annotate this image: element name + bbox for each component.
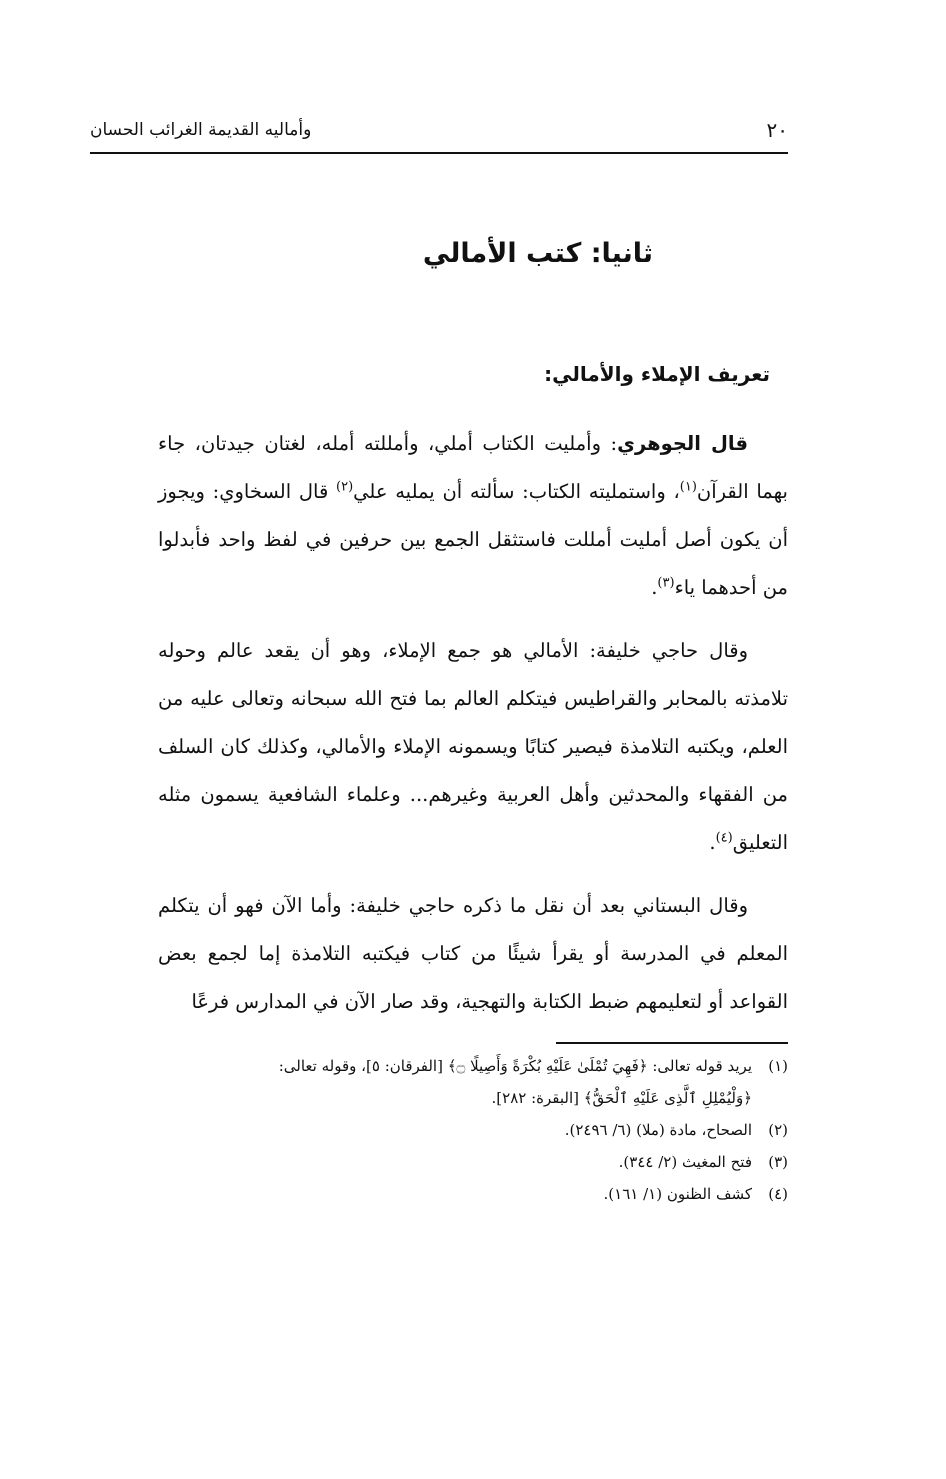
body-text bbox=[158, 420, 788, 1041]
footnote-text: كشف الظنون (١/ ١٦١). bbox=[603, 1185, 752, 1203]
footnote-ref[interactable]: (١) bbox=[679, 479, 697, 495]
chapter-title: ثانيا: كتب الأمالي bbox=[422, 238, 654, 269]
book-title: وأماليه القديمة الغرائب الحسان bbox=[90, 120, 312, 140]
paragraph-text: : وأمليت الكتاب أملي، وأمللته أمله، لغتان جيدتان، جاء بهما القرآن bbox=[158, 432, 788, 503]
footnote-2 bbox=[158, 1114, 788, 1146]
speaker-name: قال الجوهري bbox=[617, 432, 749, 455]
footnote-ref[interactable]: (٢) bbox=[336, 479, 354, 495]
footnote-ref[interactable]: (٤) bbox=[715, 830, 733, 846]
footnote-4 bbox=[158, 1178, 788, 1210]
footnote-text: يريد قوله تعالى: ﴿فَهِيَ تُمْلَىٰ عَلَيْهِ بُكْرَةً وَأَصِيلًا ۝﴾ [الفرقان: ٥]، وقوله تعالى: bbox=[278, 1057, 752, 1075]
paragraph-haji-khalifa bbox=[158, 627, 788, 867]
paragraph-jawhari bbox=[158, 420, 788, 612]
footnote-text: ﴿وَلْيُمْلِلِ ٱلَّذِى عَلَيْهِ ٱلْحَقُّ﴾ [البقرة: ٢٨٢]. bbox=[491, 1089, 752, 1107]
footnote-number: (١) bbox=[768, 1057, 788, 1075]
footnotes bbox=[158, 1050, 788, 1210]
paragraph-text: وقال البستاني بعد أن نقل ما ذكره حاجي خليفة: وأما الآن فهو أن يتكلم المعلم في المدرسة أو يقرأ شيئًا من كتاب فيكتبه التلامذة إما لجمع بعض القواعد أو لتعليمهم ضبط الكتابة والتهجية، وقد صار الآن في المدارس فرعًا bbox=[158, 894, 788, 1013]
paragraph-text: قال السخاوي: ويجوز أن يكون أصل أمليت أمللت فاستثقل الجمع بين حرفين في لفظ واحد فأبدلوا من أحدهما ياء bbox=[158, 480, 788, 599]
paragraph-text: . bbox=[651, 576, 658, 599]
section-heading: تعريف الإملاء والأمالي: bbox=[544, 362, 770, 386]
footnote-1 bbox=[158, 1050, 788, 1082]
footnote-1-continued bbox=[158, 1082, 788, 1114]
footnote-number: (٣) bbox=[768, 1153, 788, 1171]
footnote-number: (٢) bbox=[768, 1121, 788, 1139]
paragraph-text: وقال حاجي خليفة: الأمالي هو جمع الإملاء، وهو أن يقعد عالم وحوله تلامذته بالمحابر والقراطيس فيتكلم العالم بما فتح الله سبحانه وتعالى عليه من العلم، ويكتبه التلامذة فيصير كتابًا ويسمونه الإملاء والأمالي، وكذلك كان السلف من الفقهاء والمحدثين وأهل العربية وغيرهم... وعلماء الشافعية يسمون مثله التعليق bbox=[158, 639, 788, 854]
footnote-ref[interactable]: (٣) bbox=[657, 575, 675, 591]
footnote-3 bbox=[158, 1146, 788, 1178]
paragraph-text: ، واستمليته الكتاب: سألته أن يمليه علي bbox=[353, 480, 680, 503]
paragraph-text: . bbox=[709, 831, 716, 854]
footnote-number: (٤) bbox=[768, 1185, 788, 1203]
footnote-divider bbox=[556, 1042, 788, 1044]
page-number: ٢٠ bbox=[766, 118, 788, 142]
running-header bbox=[90, 114, 788, 154]
footnote-text: فتح المغيث (٢/ ٣٤٤). bbox=[618, 1153, 752, 1171]
footnote-text: الصحاح، مادة (ملا) (٦/ ٢٤٩٦). bbox=[564, 1121, 752, 1139]
paragraph-bustani bbox=[158, 882, 788, 1026]
